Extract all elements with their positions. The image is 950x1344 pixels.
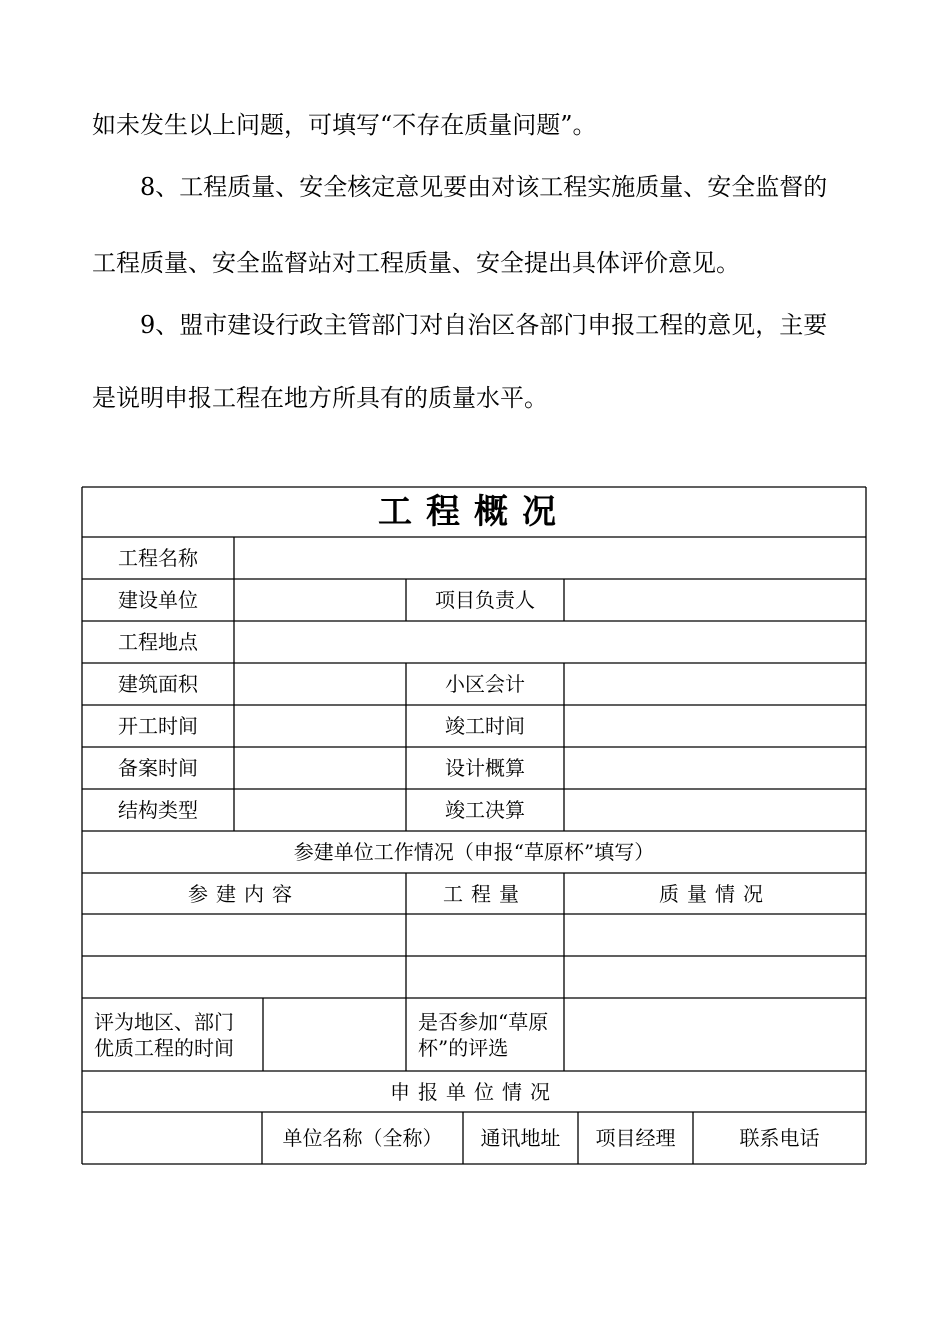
project-name-label: 工程名称 <box>118 546 198 570</box>
participant-quantity-cell[interactable] <box>406 956 564 998</box>
area-field[interactable] <box>234 663 406 705</box>
filing-time-field[interactable] <box>234 747 406 789</box>
filing-time-label: 备案时间 <box>118 756 198 780</box>
col-quantity-header: 工程量 <box>443 881 527 906</box>
structure-type-field[interactable] <box>234 789 406 831</box>
completion-time-field[interactable] <box>564 705 866 747</box>
caoyuan-label: 是否参加“草原杯”的评选 <box>418 1009 549 1060</box>
builder-label: 建设单位 <box>118 588 198 612</box>
applicant-header: 申报单位情况 <box>390 1079 558 1104</box>
unit-name-header: 单位名称（全称） <box>282 1126 443 1150</box>
paragraph-line-5: 是说明申报工程在地方所具有的质量水平。 <box>92 384 548 412</box>
location-label: 工程地点 <box>118 630 198 654</box>
start-time-field[interactable] <box>234 705 406 747</box>
col-quality-header: 质量情况 <box>659 881 771 906</box>
participant-quantity-cell[interactable] <box>406 914 564 956</box>
award-time-label: 评为地区、部门优质工程的时间 <box>94 1009 234 1060</box>
award-time-field[interactable] <box>263 998 406 1071</box>
structure-type-label: 结构类型 <box>118 798 198 822</box>
builder-field[interactable] <box>234 579 406 621</box>
paragraph-line-2: 8、工程质量、安全核定意见要由对该工程实施质量、安全监督的 <box>140 173 828 201</box>
paragraph-line-3: 工程质量、安全监督站对工程质量、安全提出具体评价意见。 <box>92 249 740 277</box>
district-accounting-field[interactable] <box>564 663 866 705</box>
caoyuan-field[interactable] <box>564 998 866 1071</box>
paragraph-line-1: 如未发生以上问题，可填写“不存在质量问题”。 <box>92 111 597 139</box>
participant-quality-cell[interactable] <box>564 914 866 956</box>
participant-content-cell[interactable] <box>82 956 406 998</box>
participant-content-cell[interactable] <box>82 914 406 956</box>
area-label: 建筑面积 <box>118 672 198 696</box>
design-estimate-field[interactable] <box>564 747 866 789</box>
design-estimate-label: 设计概算 <box>445 756 525 780</box>
project-name-field[interactable] <box>234 537 866 579</box>
project-leader-label: 项目负责人 <box>435 588 535 612</box>
manager-header: 项目经理 <box>595 1126 676 1150</box>
start-time-label: 开工时间 <box>118 714 198 738</box>
participant-quality-cell[interactable] <box>564 956 866 998</box>
form-title: 工程概况 <box>378 492 570 532</box>
completion-time-label: 竣工时间 <box>445 714 525 738</box>
project-leader-field[interactable] <box>564 579 866 621</box>
location-field[interactable] <box>234 621 866 663</box>
final-accounts-label: 竣工决算 <box>445 798 525 822</box>
applicant-blank-cell <box>82 1112 262 1164</box>
paragraph-line-4: 9、盟市建设行政主管部门对自治区各部门申报工程的意见，主要 <box>140 311 828 339</box>
final-accounts-field[interactable] <box>564 789 866 831</box>
col-content-header: 参建内容 <box>188 881 300 906</box>
address-header: 通讯地址 <box>480 1126 561 1150</box>
phone-header: 联系电话 <box>739 1126 820 1150</box>
participants-header: 参建单位工作情况（申报“草原杯”填写） <box>293 840 655 864</box>
district-accounting-label: 小区会计 <box>445 672 525 696</box>
